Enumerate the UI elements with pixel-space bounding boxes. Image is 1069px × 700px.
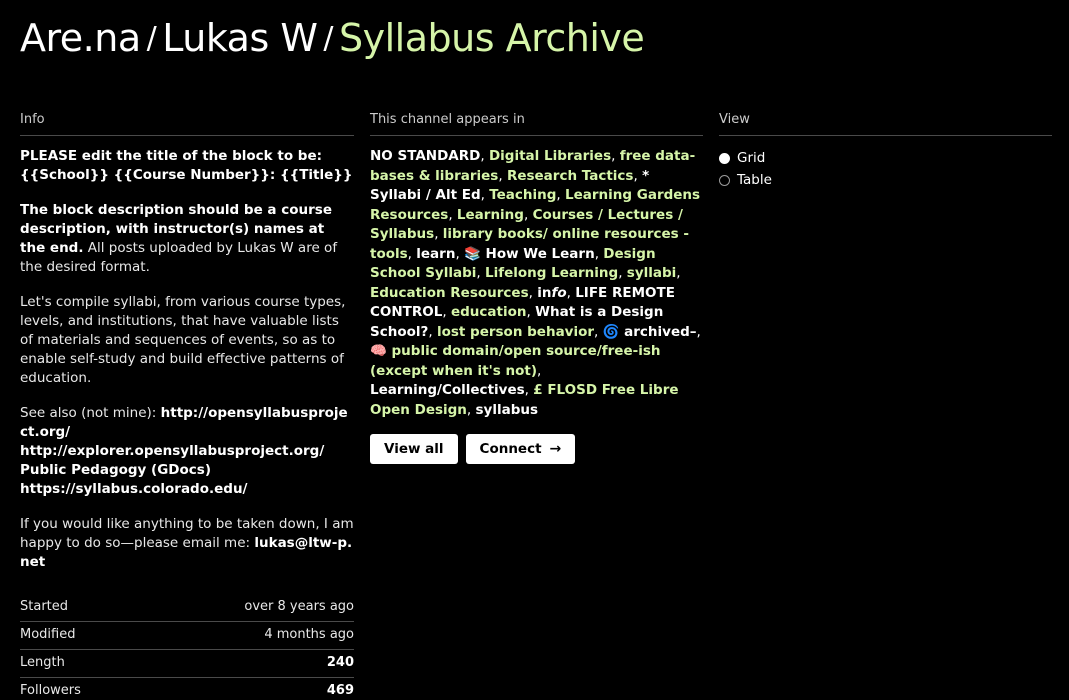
view-column-title: View bbox=[719, 112, 1052, 136]
channel-metadata-table bbox=[20, 594, 354, 700]
appears-in-channel-link[interactable]: info bbox=[537, 284, 567, 301]
appears-in-channel-link[interactable]: Digital Libraries bbox=[488, 148, 612, 164]
info-paragraph-purpose: Let's compile syllabi, from various course types, levels, and institutions, that have valuable lists of materials and sequences of events, so as to enable self-study and build effective patterns of education. bbox=[20, 294, 346, 386]
info-paragraph-description-lead: The block description should be a course description, with instructor(s) names at the end. bbox=[20, 202, 332, 256]
meta-key-followers: Followers bbox=[20, 678, 204, 700]
appears-in-channel-link[interactable]: library books/ online resources - tools bbox=[370, 226, 689, 262]
appears-in-channel-link[interactable]: Learning/Collectives bbox=[370, 382, 525, 398]
contact-lead: If you would like anything to be taken down, I am happy to do so—please email me: bbox=[20, 516, 354, 551]
breadcrumb-slash-1: / bbox=[146, 21, 157, 56]
appears-in-channel-link[interactable]: education bbox=[450, 304, 527, 320]
channel-separator: , bbox=[480, 148, 489, 164]
appears-in-channel-link[interactable]: LIFE REMOTE CONTROL bbox=[370, 284, 675, 320]
appears-in-channel-link[interactable]: £ FLOSD Free Libre Open Design bbox=[370, 382, 679, 418]
appears-in-column-title: This channel appears in bbox=[370, 112, 703, 136]
breadcrumb-arena[interactable]: Are.na bbox=[20, 16, 141, 60]
appears-in-channel-link[interactable]: learn bbox=[416, 245, 456, 262]
appears-in-channel-link[interactable]: syllabus bbox=[475, 401, 539, 418]
appears-in-channel-link[interactable]: * Syllabi / Alt Ed bbox=[370, 167, 650, 203]
connect-button[interactable] bbox=[466, 434, 576, 464]
meta-value-modified: 4 months ago bbox=[204, 622, 354, 650]
info-paragraph-title-rule: PLEASE edit the title of the block to be: {{School}} {{Course Number}}: {{Title}} bbox=[20, 148, 353, 183]
see-also-link-4[interactable]: https://syllabus.colorado.edu/ bbox=[20, 481, 248, 497]
see-also-link-1[interactable]: http://opensyllabusproject.org/ bbox=[20, 405, 348, 440]
channel-separator: , bbox=[523, 206, 533, 223]
see-also-link-3[interactable]: Public Pedagogy (GDocs) bbox=[20, 462, 211, 478]
appears-in-channel-link[interactable]: 📚 How We Learn bbox=[464, 245, 595, 262]
channel-separator: , bbox=[476, 265, 485, 281]
breadcrumb-channel[interactable]: Syllabus Archive bbox=[339, 16, 645, 60]
channel-separator: , bbox=[676, 265, 681, 281]
channel-separator: , bbox=[696, 323, 701, 340]
appears-in-channel-link[interactable]: Learning bbox=[456, 206, 524, 223]
appears-in-channel-link[interactable]: Courses / Lectures / Syllabus bbox=[370, 206, 683, 242]
view-option-grid-label: Grid bbox=[737, 150, 766, 166]
channel-separator: , bbox=[466, 401, 476, 418]
appears-in-button-row bbox=[370, 434, 703, 464]
channel-separator: , bbox=[537, 362, 542, 379]
info-paragraph-see-also bbox=[20, 404, 354, 499]
channel-separator: , bbox=[407, 245, 417, 262]
channel-separator: , bbox=[594, 323, 603, 340]
radio-selected-icon bbox=[719, 153, 730, 164]
channel-separator: , bbox=[526, 304, 536, 320]
appears-in-column bbox=[370, 112, 703, 464]
view-option-table[interactable] bbox=[719, 169, 1052, 191]
appears-in-channel-link[interactable]: Design School Syllabi bbox=[370, 245, 656, 281]
channel-separator: , bbox=[556, 187, 566, 203]
meta-key-length: Length bbox=[20, 650, 204, 678]
contact-email-link[interactable]: lukas@ltw-p.net bbox=[20, 535, 353, 570]
table-row bbox=[20, 650, 354, 678]
channel-separator: , bbox=[428, 323, 437, 340]
see-also-lead: See also (not mine): bbox=[20, 405, 161, 421]
appears-in-channel-link[interactable]: Education Resources bbox=[370, 284, 529, 301]
table-row bbox=[20, 594, 354, 622]
channel-separator: , bbox=[455, 245, 465, 262]
info-paragraph-description-rest: All posts uploaded by Lukas W are of the desired format. bbox=[20, 240, 338, 275]
channel-separator: , bbox=[528, 284, 538, 301]
appears-in-channel-list bbox=[370, 147, 703, 420]
channel-separator: , bbox=[448, 206, 457, 223]
appears-in-channel-link[interactable]: Research Tactics bbox=[506, 167, 634, 184]
connect-button-label: Connect bbox=[479, 441, 542, 457]
channel-separator: , bbox=[611, 148, 620, 164]
info-column bbox=[20, 112, 354, 700]
channel-separator: , bbox=[524, 382, 534, 398]
meta-key-modified: Modified bbox=[20, 622, 204, 650]
arrow-right-icon: → bbox=[549, 441, 562, 457]
view-option-grid[interactable] bbox=[719, 147, 1052, 169]
appears-in-channel-link[interactable]: Lifelong Learning bbox=[485, 265, 619, 281]
info-column-title: Info bbox=[20, 112, 354, 136]
view-column bbox=[719, 112, 1052, 191]
appears-in-channel-link[interactable]: 🧠 public domain/open source/free-ish (except when it's not) bbox=[370, 343, 661, 379]
appears-in-channel-link[interactable]: free data-bases & libraries bbox=[370, 148, 696, 184]
appears-in-channel-link[interactable]: syllabi bbox=[626, 265, 677, 281]
channel-separator: , bbox=[498, 167, 507, 184]
meta-value-length: 240 bbox=[204, 650, 354, 678]
channel-separator: , bbox=[566, 284, 576, 301]
channel-separator: , bbox=[442, 304, 451, 320]
meta-value-followers: 469 bbox=[204, 678, 354, 700]
info-paragraph-description-rule bbox=[20, 201, 354, 277]
breadcrumb-slash-2: / bbox=[323, 21, 334, 56]
appears-in-channel-link[interactable]: 🌀 archived– bbox=[602, 323, 697, 340]
table-row bbox=[20, 622, 354, 650]
view-option-table-label: Table bbox=[737, 172, 772, 188]
see-also-link-2[interactable]: http://explorer.opensyllabusproject.org/ bbox=[20, 443, 325, 459]
breadcrumb-user[interactable]: Lukas W bbox=[162, 16, 318, 60]
appears-in-channel-link[interactable]: Learning Gardens Resources bbox=[370, 187, 701, 223]
channel-separator: , bbox=[618, 265, 627, 281]
channel-separator: , bbox=[480, 187, 490, 203]
appears-in-channel-link[interactable]: What is a Design School? bbox=[370, 304, 664, 340]
channel-separator: , bbox=[633, 167, 643, 184]
table-row bbox=[20, 678, 354, 700]
radio-unselected-icon bbox=[719, 175, 730, 186]
channel-separator: , bbox=[434, 226, 443, 242]
breadcrumb bbox=[20, 14, 644, 66]
appears-in-channel-link[interactable]: NO STANDARD bbox=[370, 148, 481, 164]
appears-in-channel-link[interactable]: lost person behavior bbox=[436, 323, 595, 340]
channel-separator: , bbox=[594, 245, 604, 262]
meta-key-started: Started bbox=[20, 594, 204, 622]
view-all-button[interactable]: View all bbox=[370, 434, 458, 464]
meta-value-started: over 8 years ago bbox=[204, 594, 354, 622]
info-paragraph-contact bbox=[20, 515, 354, 572]
appears-in-channel-link[interactable]: Teaching bbox=[489, 187, 557, 203]
